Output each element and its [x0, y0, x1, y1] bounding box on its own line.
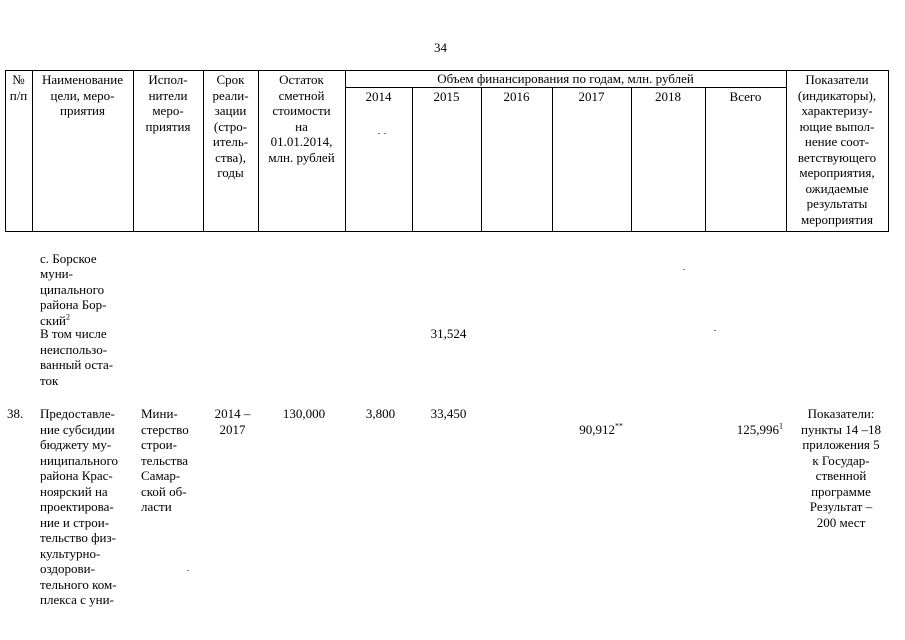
row-38-executor: Мини- стерство строи- тельства Самар- ской об- ласти — [141, 406, 189, 514]
header-executors: Испол- нители меро- приятия — [145, 72, 191, 134]
header-remainder: Остаток сметной стоимости на 01.01.2014, млн. рублей — [268, 72, 335, 165]
header-number: № п/п — [9, 72, 28, 103]
row-38-total: 125,996 — [736, 421, 779, 437]
header-financing-title: Объем финансирования по годам, млн. рублей — [437, 71, 694, 86]
row-38-total-footnote: 1 — [779, 421, 783, 431]
header-term: Срок реали- зации (стро- итель- ства), годы — [212, 72, 249, 180]
row-38-indicators: Показатели: пункты 14 –18 приложения 5 к Государ- ственной программе Результат – 200 мест — [801, 406, 881, 530]
row-38-term: 2014 – 2017 — [214, 406, 251, 437]
header-year-2018: 2018 — [655, 89, 681, 104]
row-38-2017-footnote: ** — [615, 421, 623, 431]
header-total: Всего — [729, 89, 762, 104]
header-year-2016: 2016 — [503, 89, 530, 104]
unused-remainder-name: В том числе неиспользо- ванный оста- ток — [40, 326, 114, 388]
row-38-2017: 90,912 — [579, 421, 615, 437]
unused-remainder-2015: 31,524 — [430, 326, 467, 341]
page-number: 34 — [434, 40, 447, 55]
row-38-2015: 33,450 — [430, 406, 467, 421]
header-name: Наименование цели, меро- приятия — [42, 72, 123, 118]
header-year-2014: 2014 — [365, 89, 392, 104]
row-38-name: Предоставле- ние субсидии бюджету му- ниципального района Крас- ноярский на проектирова- ние и строи- тельство физ- культурно- оздорови- тельного ком- плекса с уни- — [40, 406, 119, 607]
row-38-remainder: 130,000 — [282, 406, 326, 421]
header-year-2015: 2015 — [433, 89, 460, 104]
row-38-number: 38. — [7, 406, 24, 421]
header-year-2017: 2017 — [578, 89, 605, 104]
row-38-2014: 3,800 — [365, 406, 396, 421]
continuation-footnote: 2 — [66, 312, 70, 322]
continuation-name: с. Борское муни- ципального района Бор- ский — [40, 250, 107, 328]
header-indicators: Показатели (индикаторы), характеризу- ющие выпол- нение соот- ветствующего мероприятия, ожидаемые результаты мероприятия — [797, 72, 877, 227]
